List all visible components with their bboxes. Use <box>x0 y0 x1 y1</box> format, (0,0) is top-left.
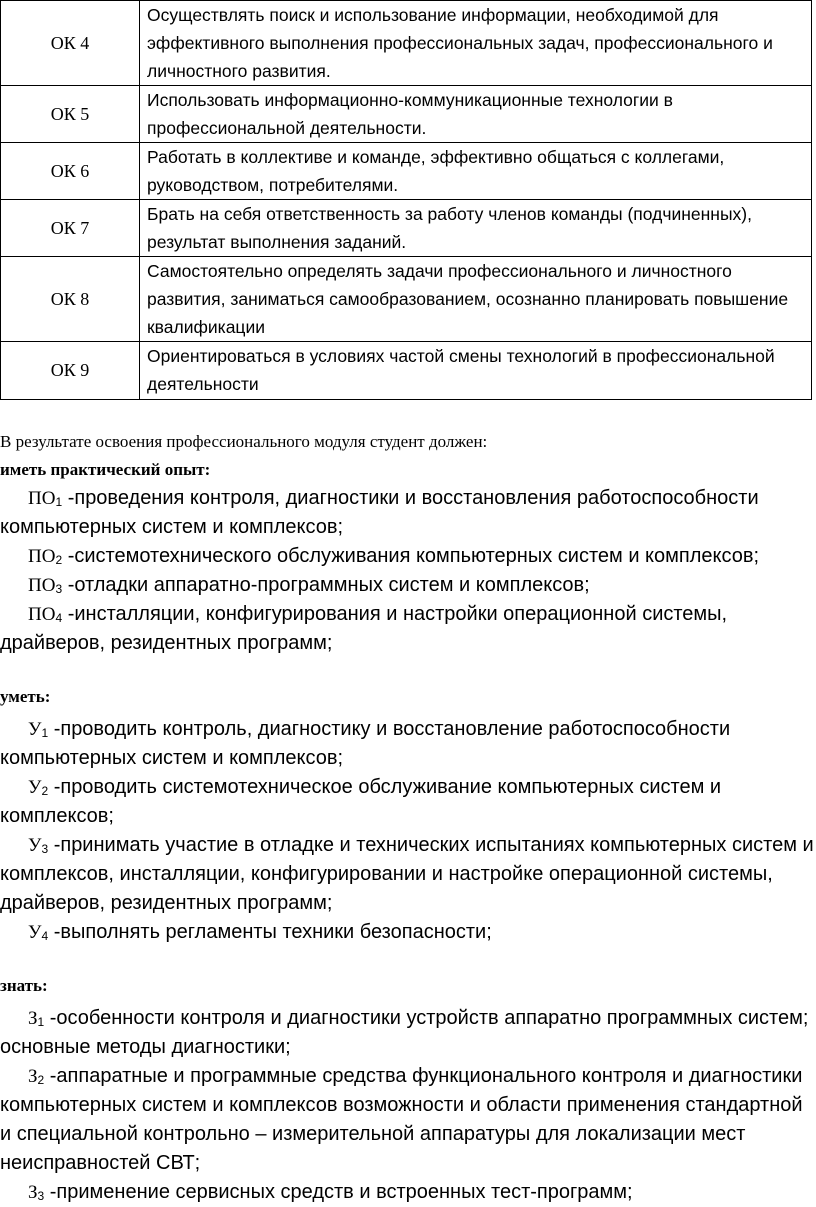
list-item: $ПО_2$ -системотехнического обслуживания компьютерных систем и комплексов; <box>28 545 760 567</box>
competency-description: Самостоятельно определять задачи профессионального и личностного развития, заниматься самообразованием, осознанно планировать повышение квалификации <box>140 257 812 342</box>
knowledge-heading: знать: <box>0 976 48 995</box>
competencies-table <box>0 0 812 400</box>
intro-text: В результате освоения профессионального модуля студент должен: <box>0 432 488 451</box>
table-row <box>1 86 812 143</box>
list-item: $ПО_1$ -проведения контроля, диагностики и восстановления работоспособности компьютерных систем и комплексов; <box>0 487 759 538</box>
competency-code: ОК 5 <box>1 86 140 143</box>
competency-description: Использовать информационно-коммуникационные технологии в профессиональной деятельности. <box>140 86 812 143</box>
competency-code: ОК 4 <box>1 1 140 86</box>
competency-description: Ориентироваться в условиях частой смены технологий в профессиональной деятельности <box>140 342 812 400</box>
list-item: $У_4$ -выполнять регламенты техники безопасности; <box>28 921 492 943</box>
table-row <box>1 257 812 342</box>
competency-description: Работать в коллективе и команде, эффективно общаться с коллегами, руководством, потребителями. <box>140 143 812 200</box>
list-item: $З_2$ -аппаратные и программные средства функционального контроля и диагностики компьютерных систем и комплексов возможности и области применения стандартной и специальной контрольно – измерительной аппаратуры для локализации мест неисправностей СВТ; <box>0 1065 803 1174</box>
competency-code: ОК 9 <box>1 342 140 400</box>
competency-description: Осуществлять поиск и использование информации, необходимой для эффективного выполнения профессиональных задач, профессионального и личностного развития. <box>140 1 812 86</box>
table-row <box>1 1 812 86</box>
list-item: $У_2$ -проводить системотехническое обслуживание компьютерных систем и комплексов; <box>0 776 722 827</box>
table-row <box>1 200 812 257</box>
list-item: $З_3$ -применение сервисных средств и встроенных тест-программ; <box>28 1181 633 1203</box>
skills-list <box>0 715 816 947</box>
competency-code: ОК 8 <box>1 257 140 342</box>
table-row <box>1 342 812 400</box>
list-item: $З_1$ -особенности контроля и диагностики устройств аппаратно программных систем; основные методы диагностики; <box>0 1007 809 1058</box>
table-row <box>1 143 812 200</box>
competency-description: Брать на себя ответственность за работу членов команды (подчиненных), результат выполнения заданий. <box>140 200 812 257</box>
competency-code: ОК 6 <box>1 143 140 200</box>
list-item: $У_1$ -проводить контроль, диагностику и восстановление работоспособности компьютерных систем и комплексов; <box>0 718 731 769</box>
skills-heading: уметь: <box>0 687 51 706</box>
knowledge-list <box>0 1004 816 1207</box>
list-item: $ПО_3$ -отладки аппаратно-программных систем и комплексов; <box>28 574 590 596</box>
list-item: $У_3$ -принимать участие в отладке и технических испытаниях компьютерных систем и комплексов, инсталляции, конфигурировании и настройке операционной системы, драйверов, резидентных программ; <box>0 834 814 914</box>
module-results <box>0 428 816 1207</box>
list-item: $ПО_4$ -инсталляции, конфигурирования и настройки операционной системы, драйверов, резидентных программ; <box>0 603 728 654</box>
competency-code: ОК 7 <box>1 200 140 257</box>
practice-list <box>0 484 816 658</box>
practice-heading: иметь практический опыт: <box>0 460 211 479</box>
